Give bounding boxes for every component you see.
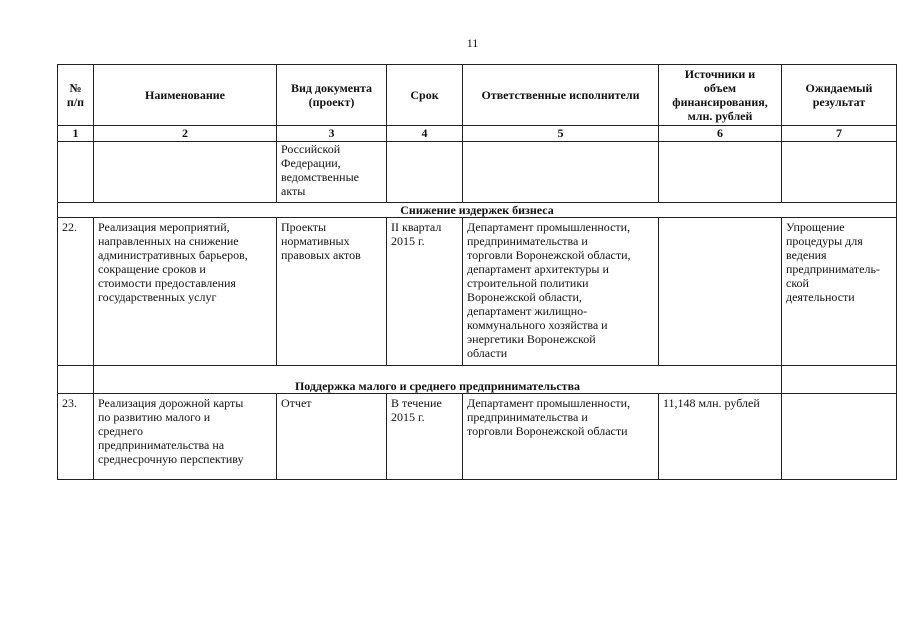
column-number-row	[58, 126, 897, 142]
table-cell	[463, 142, 659, 203]
header-cell: Ответственные исполнители	[463, 65, 659, 126]
row-name: Реализация дорожной карты по развитию малого и среднего предпринимательства на среднесрочную перспективу	[94, 394, 277, 480]
table-cell	[387, 142, 463, 203]
header-cell: № п/п	[58, 65, 94, 126]
table-cell	[58, 366, 94, 394]
header-cell: Ожидаемый результат	[782, 65, 897, 126]
row-doc-type: Отчет	[277, 394, 387, 480]
column-number-cell: 5	[463, 126, 659, 142]
continuation-doc-type-cell: Российской Федерации, ведомственные акты	[277, 142, 387, 203]
table-cell	[782, 142, 897, 203]
table-cell	[659, 142, 782, 203]
header-cell: Наименование	[94, 65, 277, 126]
header-row	[58, 65, 897, 126]
row-term: В течение 2015 г.	[387, 394, 463, 480]
row-term: II квартал 2015 г.	[387, 218, 463, 366]
column-number-cell: 1	[58, 126, 94, 142]
table-row	[58, 218, 897, 366]
row-financing: 11,148 млн. рублей	[659, 394, 782, 480]
column-number-cell: 2	[94, 126, 277, 142]
header-cell: Источники и объем финансирования, млн. рублей	[659, 65, 782, 126]
table-cell	[58, 142, 94, 203]
table-cell	[94, 142, 277, 203]
section-title: Снижение издержек бизнеса	[58, 203, 897, 218]
action-plan-table	[57, 64, 897, 480]
row-name: Реализация мероприятий, направленных на снижение административных барьеров, сокращение сроков и стоимости предоставления государственных услуг	[94, 218, 277, 366]
header-cell: Срок	[387, 65, 463, 126]
section-heading-row	[58, 366, 897, 394]
row-result: Упрощение процедуры для ведения предприниматель- ской деятельности	[782, 218, 897, 366]
section-title: Поддержка малого и среднего предпринимательства	[94, 366, 782, 394]
column-number-cell: 7	[782, 126, 897, 142]
page-number: 11	[466, 36, 479, 50]
row-executors: Департамент промышленности, предпринимательства и торговли Воронежской области, департамент архитектуры и строительной политики Воронежской области, департамент жилищно- коммунального хозяйства и энергетики Воронежской области	[463, 218, 659, 366]
column-number-cell: 4	[387, 126, 463, 142]
column-number-cell: 3	[277, 126, 387, 142]
row-financing	[659, 218, 782, 366]
row-number: 23.	[58, 394, 94, 480]
table-row	[58, 394, 897, 480]
row-executors: Департамент промышленности, предпринимательства и торговли Воронежской области	[463, 394, 659, 480]
header-cell: Вид документа (проект)	[277, 65, 387, 126]
row-result	[782, 394, 897, 480]
section-heading-row	[58, 203, 897, 218]
row-doc-type: Проекты нормативных правовых актов	[277, 218, 387, 366]
continuation-row	[58, 142, 897, 203]
row-number: 22.	[58, 218, 94, 366]
table-cell	[782, 366, 897, 394]
column-number-cell: 6	[659, 126, 782, 142]
